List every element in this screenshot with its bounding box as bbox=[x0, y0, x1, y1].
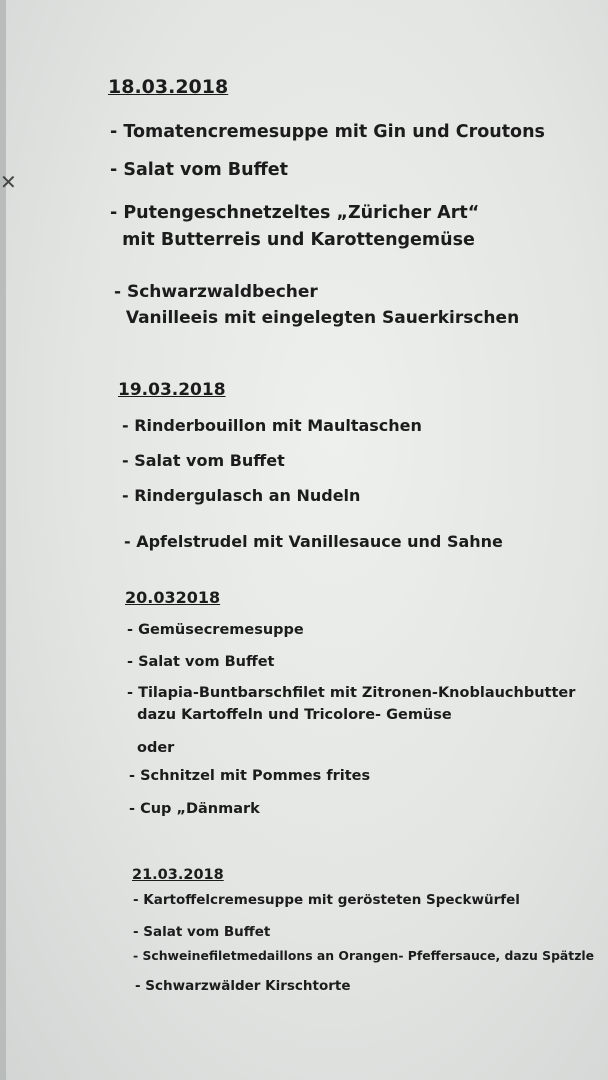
menu-item: - Tilapia-Buntbarschfilet mit Zitronen-Knoblauchbutter dazu Kartoffeln und Tricolore- Gemüse bbox=[127, 685, 576, 724]
menu-item: - Rindergulasch an Nudeln bbox=[122, 486, 361, 505]
menu-item: - Gemüsecremesuppe bbox=[127, 622, 304, 638]
pen-cross-mark: ✕ bbox=[0, 170, 17, 194]
day-date: 18.03.2018 bbox=[108, 76, 229, 98]
menu-item: - Salat vom Buffet bbox=[133, 924, 271, 940]
day-date: 21.03.2018 bbox=[132, 867, 224, 883]
day-date: 19.03.2018 bbox=[118, 380, 226, 400]
menu-item: - Tomatencremesuppe mit Gin und Croutons bbox=[110, 122, 545, 142]
menu-item: - Schnitzel mit Pommes frites bbox=[129, 768, 371, 784]
menu-item: - Salat vom Buffet bbox=[110, 160, 288, 180]
menu-item: - Schwarzwälder Kirschtorte bbox=[135, 978, 351, 994]
menu-item: - Kartoffelcremesuppe mit gerösteten Speckwürfel bbox=[133, 892, 520, 908]
menu-item: - Apfelstrudel mit Vanillesauce und Sahne bbox=[124, 532, 503, 551]
menu-item-or: oder bbox=[137, 740, 175, 756]
menu-item: - Schweinefiletmedaillons an Orangen- Pfeffersauce, dazu Spätzle bbox=[133, 948, 595, 963]
menu-item: - Salat vom Buffet bbox=[127, 654, 275, 670]
day-date: 20.032018 bbox=[125, 588, 221, 607]
menu-item: - Salat vom Buffet bbox=[122, 451, 285, 470]
menu-item: - Putengeschnetzeltes „Züricher Art“ mit Butterreis und Karottengemüse bbox=[110, 203, 480, 251]
menu-item: - Rinderbouillon mit Maultaschen bbox=[122, 416, 422, 435]
paper-edge bbox=[0, 0, 6, 1080]
menu-item: - Cup „Dänmark bbox=[129, 801, 260, 817]
menu-item: - Schwarzwaldbecher Vanilleeis mit eingelegten Sauerkirschen bbox=[114, 282, 520, 329]
